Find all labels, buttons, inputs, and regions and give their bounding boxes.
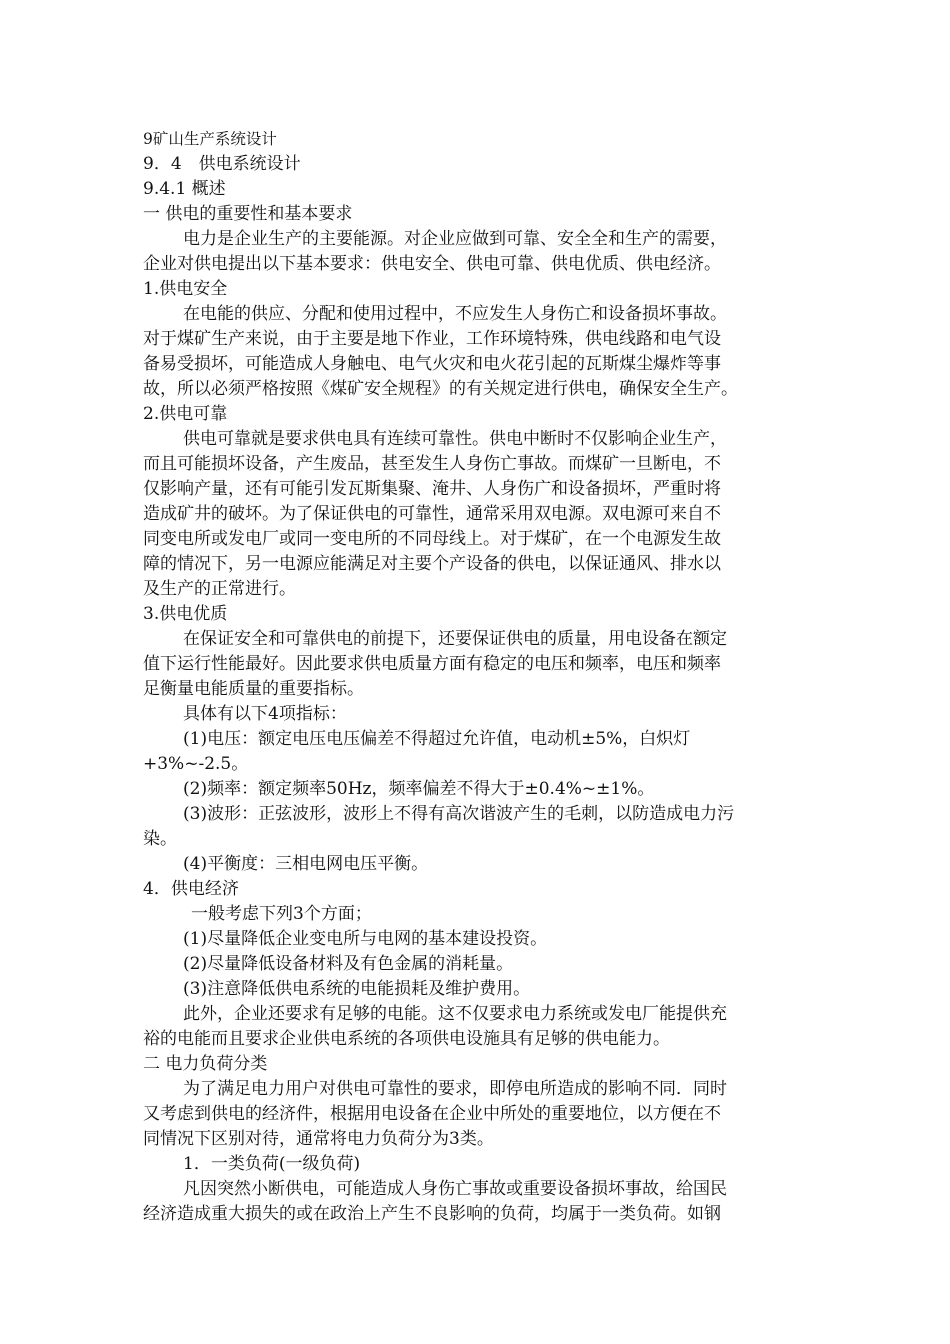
paragraph-line: 裕的电能而且要求企业供电系统的各项供电设施具有足够的供电能力。 (143, 1029, 670, 1049)
paragraph-line: 值下运行性能最好。因此要求供电质量方面有稳定的电压和频率，电压和频率 (143, 654, 721, 674)
paragraph-line: 凡因突然小断供电，可能造成人身伤亡事故或重要设备损坏事故，给国民 (183, 1179, 727, 1199)
item-heading: 4．供电经济 (143, 879, 239, 899)
part-heading-2: 二 电力负荷分类 (143, 1054, 268, 1074)
part-heading-1: 一 供电的重要性和基本要求 (143, 204, 353, 224)
item-heading: 1．一类负荷(一级负荷) (183, 1154, 361, 1174)
list-item: (2)尽量降低设备材料及有色金属的消耗量。 (183, 954, 514, 974)
paragraph-line: 为了满足电力用户对供电可靠性的要求，即停电所造成的影响不同．同时 (183, 1079, 727, 1099)
item-heading: 1.供电安全 (143, 279, 228, 299)
paragraph-line: 故，所以必须严格按照《煤矿安全规程》的有关规定进行供电，确保安全生产。 (143, 379, 738, 399)
paragraph-line: 染。 (143, 829, 177, 849)
paragraph-line: 障的情况下，另一电源应能满足对主要个产设备的供电，以保证通风、排水以 (143, 554, 721, 574)
paragraph-line: +3%~-2.5。 (143, 754, 249, 774)
paragraph-line: 在电能的供应、分配和使用过程中，不应发生人身伤亡和设备损坏事故。 (183, 304, 727, 324)
paragraph-line: 仅影响产量，还有可能引发瓦斯集聚、淹井、人身伤广和设备损坏，严重时将 (143, 479, 721, 499)
list-item: (4)平衡度：三相电网电压平衡。 (183, 854, 429, 874)
paragraph-line: 此外，企业还要求有足够的电能。这不仅要求电力系统或发电厂能提供充 (183, 1004, 727, 1024)
paragraph-line: 一般考虑下列3个方面； (191, 904, 372, 924)
chapter-heading: 9矿山生产系统设计 (143, 130, 277, 148)
paragraph-line: 及生产的正常进行。 (143, 579, 296, 599)
item-heading: 3.供电优质 (143, 604, 228, 624)
section-heading: 9．4 供电系统设计 (143, 154, 301, 174)
subsection-heading: 9.4.1 概述 (143, 179, 226, 199)
paragraph-line: 备易受损坏，可能造成人身触电、电气火灾和电火花引起的瓦斯煤尘爆炸等事 (143, 354, 721, 374)
paragraph-line: 电力是企业生产的主要能源。对企业应做到可靠、安全全和生产的需要， (183, 229, 727, 249)
paragraph-line: 经济造成重大损失的或在政治上产生不良影响的负荷，均属于一类负荷。如钢 (143, 1204, 721, 1224)
paragraph-line: 对于煤矿生产来说，由于主要是地下作业，工作环境特殊，供电线路和电气设 (143, 329, 721, 349)
paragraph-line: 造成矿井的破坏。为了保证供电的可靠性，通常采用双电源。双电源可来自不 (143, 504, 721, 524)
paragraph-line: 足衡量电能质量的重要指标。 (143, 679, 364, 699)
paragraph-line: 在保证安全和可靠供电的前提下，还要保证供电的质量，用电设备在额定 (183, 629, 727, 649)
item-heading: 2.供电可靠 (143, 404, 228, 424)
paragraph-line: 同变电所或发电厂或同一变电所的不同母线上。对于煤矿，在一个电源发生故 (143, 529, 721, 549)
list-item: (1)电压：额定电压电压偏差不得超过允许值，电动机±5%，白炽灯 (183, 729, 691, 749)
paragraph-line: 具体有以下4项指标： (183, 704, 347, 724)
list-item: (3)波形：正弦波形，波形上不得有高次谐波产生的毛刺，以防造成电力污 (183, 804, 735, 824)
paragraph-line: 供电可靠就是要求供电具有连续可靠性。供电中断时不仅影响企业生产， (183, 429, 727, 449)
paragraph-line: 而且可能损坏设备，产生废品，甚至发生人身伤亡事故。而煤矿一旦断电，不 (143, 454, 721, 474)
list-item: (1)尽量降低企业变电所与电网的基本建设投资。 (183, 929, 548, 949)
paragraph-line: 企业对供电提出以下基本要求：供电安全、供电可靠、供电优质、供电经济。 (143, 254, 721, 274)
paragraph-line: 同情况下区别对待，通常将电力负荷分为3类。 (143, 1129, 494, 1149)
list-item: (3)注意降低供电系统的电能损耗及维护费用。 (183, 979, 531, 999)
paragraph-line: 又考虑到供电的经济件，根据用电设备在企业中所处的重要地位，以方便在不 (143, 1104, 721, 1124)
list-item: (2)频率：额定频率50Hz，频率偏差不得大于±0.4%~±1%。 (183, 779, 655, 799)
